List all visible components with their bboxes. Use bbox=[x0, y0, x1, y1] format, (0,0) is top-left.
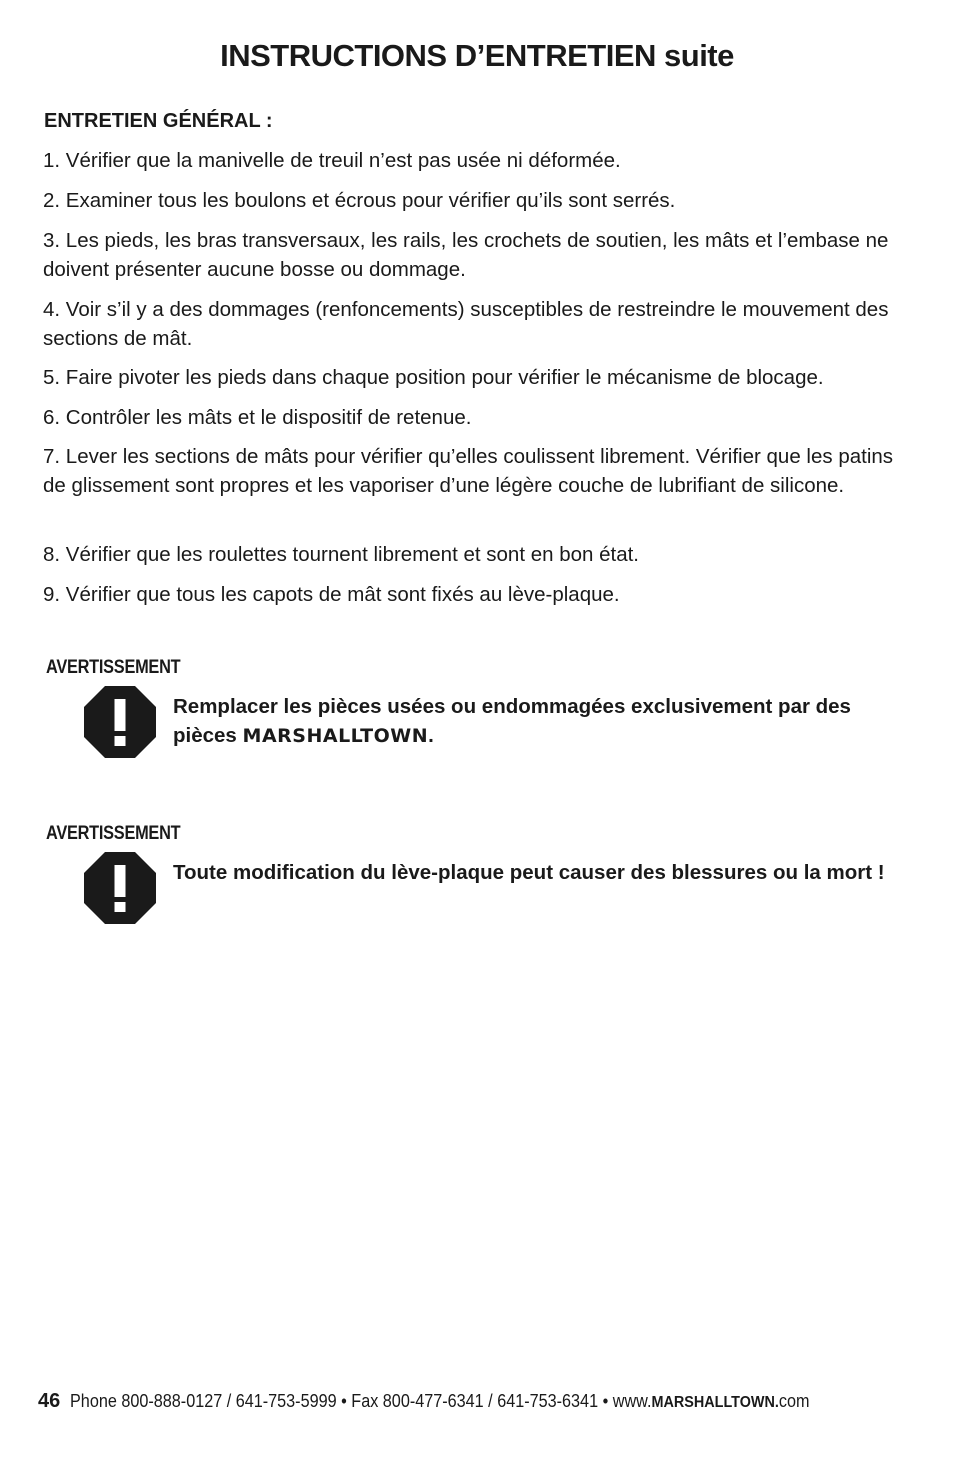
warning-text: Remplacer les pièces usées ou endommagées exclusivement par des pièces MARSHALLTOWN. bbox=[173, 695, 851, 747]
stop-octagon-exclamation-icon bbox=[84, 852, 156, 924]
footer-brand: MARSHALLTOWN. bbox=[651, 1394, 780, 1411]
footer-contact: Phone 800-888-0127 / 641-753-5999 • Fax 800-477-6341 / 641-753-6341 • www. bbox=[70, 1391, 652, 1411]
list-item: 4. Voir s’il y a des dommages (renfoncements) susceptibles de restreindre le mouvement des sections de mât. bbox=[43, 298, 889, 350]
list-item: 1. Vérifier que la manivelle de treuil n’est pas usée ni déformée. bbox=[43, 149, 621, 172]
list-item: 8. Vérifier que les roulettes tournent librement et sont en bon état. bbox=[43, 543, 639, 566]
list-item: 9. Vérifier que tous les capots de mât sont fixés au lève-plaque. bbox=[43, 583, 620, 606]
warning-text: Toute modification du lève-plaque peut causer des blessures ou la mort ! bbox=[173, 861, 885, 884]
brand-name: MARSHALLTOWN bbox=[242, 725, 429, 747]
warning-label: AVERTISSEMENT bbox=[46, 657, 181, 678]
page-title: INSTRUCTIONS D’ENTRETIEN suite bbox=[220, 38, 734, 73]
section-heading: ENTRETIEN GÉNÉRAL : bbox=[44, 110, 273, 132]
list-item: 2. Examiner tous les boulons et écrous pour vérifier qu’ils sont serrés. bbox=[43, 189, 676, 212]
list-item: 6. Contrôler les mâts et le dispositif de retenue. bbox=[43, 406, 472, 429]
warning-label: AVERTISSEMENT bbox=[46, 823, 181, 844]
footer-suffix: com bbox=[779, 1391, 810, 1411]
list-item: 7. Lever les sections de mâts pour vérifier qu’elles coulissent librement. Vérifier que les patins de glissement sont propres et les vaporiser d’une légère couche de lubrifiant de silicone. bbox=[43, 445, 894, 497]
list-item: 3. Les pieds, les bras transversaux, les rails, les crochets de soutien, les mâts et l’embase ne doivent présenter aucune bosse ou dommage. bbox=[43, 229, 889, 281]
list-item: 5. Faire pivoter les pieds dans chaque position pour vérifier le mécanisme de blocage. bbox=[43, 366, 824, 389]
page-footer bbox=[38, 1390, 892, 1413]
stop-octagon-exclamation-icon bbox=[84, 686, 156, 758]
page-number: 46 bbox=[38, 1390, 61, 1412]
